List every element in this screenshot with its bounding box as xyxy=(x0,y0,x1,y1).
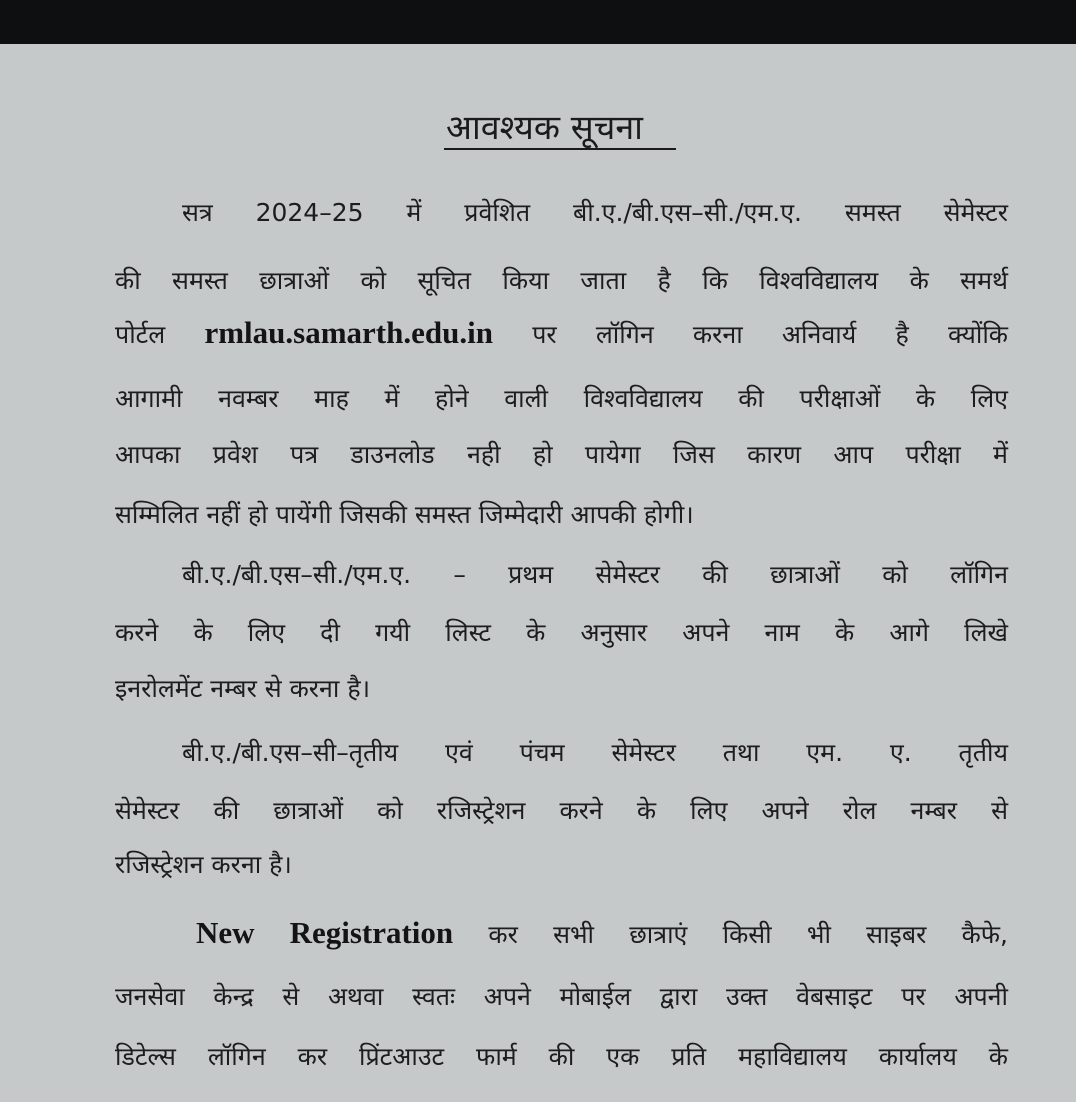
top-bar xyxy=(0,0,1076,44)
para1-line2: की समस्त छात्राओं को सूचित किया जाता है कि विश्वविद्यालय के समर्थ xyxy=(115,266,1008,295)
para4-line2: जनसेवा केन्द्र से अथवा स्वतः अपने मोबाईल द्वारा उक्त वेबसाइट पर अपनी xyxy=(115,982,1008,1011)
para3-line3: रजिस्ट्रेशन करना है। xyxy=(115,850,292,879)
para1-line3-rest: पर लॉगिन करना अनिवार्य है क्योंकि xyxy=(532,320,1008,349)
para4-line1-rest: कर सभी छात्राएं किसी भी साइबर कैफे, xyxy=(488,920,1008,949)
para2-line2: करने के लिए दी गयी लिस्ट के अनुसार अपने नाम के आगे लिखे xyxy=(115,618,1008,647)
para1-line1: सत्र 2024–25 में प्रवेशित बी.ए./बी.एस–सी./एम.ए. समस्त सेमेस्टर xyxy=(182,198,1008,227)
para1-line4: आगामी नवम्बर माह में होने वाली विश्वविद्यालय की परीक्षाओं के लिए xyxy=(115,384,1008,413)
notice-title: आवश्यक सूचना xyxy=(446,108,643,148)
title-underline xyxy=(444,148,676,150)
para2-line1: बी.ए./बी.एस–सी./एम.ए. – प्रथम सेमेस्टर की छात्राओं को लॉगिन xyxy=(182,560,1008,589)
para1-line5: आपका प्रवेश पत्र डाउनलोड नही हो पायेगा जिस कारण आप परीक्षा में xyxy=(115,440,1008,469)
para1-line3 xyxy=(115,310,1008,356)
para4-line1 xyxy=(196,910,1008,956)
new-registration-text: New Registration xyxy=(196,915,454,950)
portal-label: पोर्टल xyxy=(115,320,166,349)
para3-line1: बी.ए./बी.एस–सी–तृतीय एवं पंचम सेमेस्टर तथा एम. ए. तृतीय xyxy=(182,738,1008,767)
para1-line6: सम्मिलित नहीं हो पायेंगी जिसकी समस्त जिम्मेदारी आपकी होगी। xyxy=(115,500,694,529)
para3-line2: सेमेस्टर की छात्राओं को रजिस्ट्रेशन करने के लिए अपने रोल नम्बर से xyxy=(115,796,1008,825)
para2-line3: इनरोलमेंट नम्बर से करना है। xyxy=(115,674,371,703)
portal-url: rmlau.samarth.edu.in xyxy=(204,315,493,350)
para4-line3: डिटेल्स लॉगिन कर प्रिंटआउट फार्म की एक प्रति महाविद्यालय कार्यालय के xyxy=(115,1042,1008,1071)
notice-document xyxy=(0,44,1076,1102)
